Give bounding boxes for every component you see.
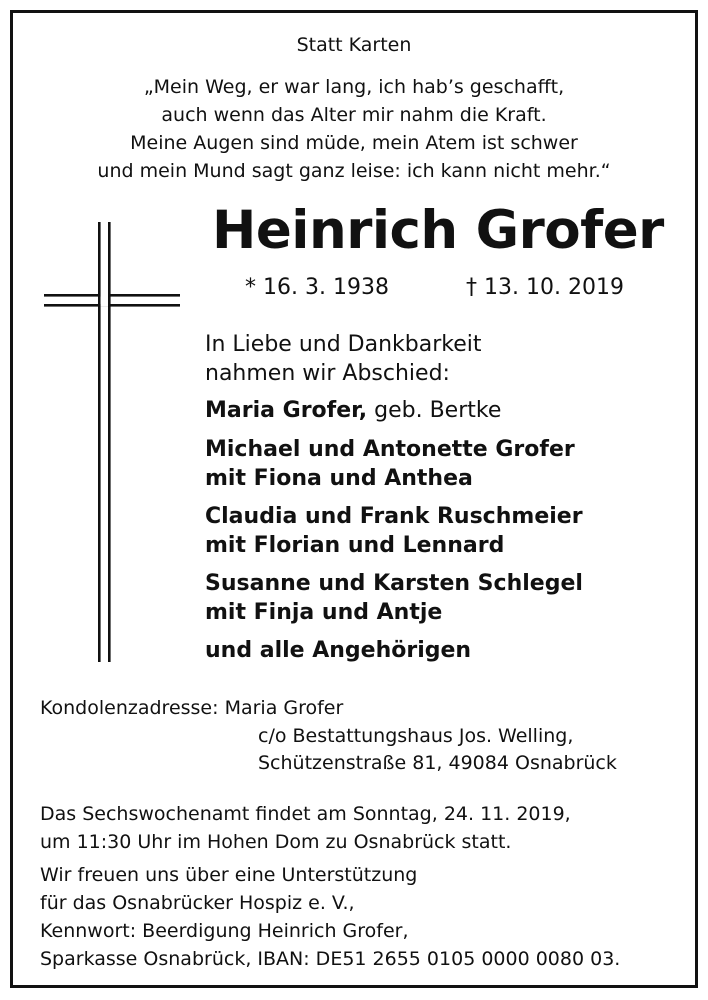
poem-line: „Mein Weg, er war lang, ich hab’s geschafft,	[143, 76, 565, 98]
donation-notice	[40, 861, 620, 973]
poem-line: und mein Mund sagt ganz leise: ich kann nicht mehr.“	[97, 160, 611, 182]
intro-text	[205, 330, 482, 388]
wife-maiden-name: geb. Bertke	[367, 398, 502, 423]
intro-line: In Liebe und Dankbarkeit	[205, 332, 482, 357]
family-line: mit Florian und Lennard	[205, 533, 505, 558]
mourner-family-3	[205, 569, 583, 627]
mourner-wife	[205, 396, 501, 425]
mourner-family-1	[205, 435, 575, 493]
donation-line: Wir freuen uns über eine Unterstützung	[40, 864, 418, 886]
death-date: † 13. 10. 2019	[466, 275, 624, 300]
birth-date: * 16. 3. 1938	[245, 275, 389, 300]
mourner-family-2	[205, 502, 583, 560]
condolence-address-line: c/o Bestattungshaus Jos. Welling,	[258, 725, 574, 747]
condolence-label: Kondolenzadresse: Maria Grofer	[40, 697, 344, 719]
family-line: mit Finja und Antje	[205, 600, 443, 625]
poem-line: auch wenn das Alter mir nahm die Kraft.	[161, 104, 547, 126]
family-line: Michael und Antonette Grofer	[205, 437, 575, 462]
family-line: Susanne und Karsten Schlegel	[205, 571, 583, 596]
service-line: Das Sechswochenamt findet am Sonntag, 24. 11. 2019,	[40, 803, 571, 825]
intro-line: nahmen wir Abschied:	[205, 361, 450, 386]
service-line: um 11:30 Uhr im Hohen Dom zu Osnabrück statt.	[40, 831, 512, 853]
cross-icon	[44, 222, 180, 662]
service-notice	[40, 800, 571, 856]
header-statt-karten: Statt Karten	[296, 34, 412, 56]
family-line: mit Fiona und Anthea	[205, 466, 473, 491]
condolence-address-line: Schützenstraße 81, 49084 Osnabrück	[258, 752, 617, 774]
poem-line: Meine Augen sind müde, mein Atem ist schwer	[130, 132, 578, 154]
deceased-name: Heinrich Grofer	[212, 200, 664, 261]
donation-line: Kennwort: Beerdigung Heinrich Grofer,	[40, 920, 409, 942]
donation-line: Sparkasse Osnabrück, IBAN: DE51 2655 0105 0000 0080 03.	[40, 948, 621, 970]
mourner-relatives: und alle Angehörigen	[205, 638, 472, 663]
donation-line: für das Osnabrücker Hospiz e. V.,	[40, 892, 355, 914]
poem	[0, 73, 708, 185]
wife-name: Maria Grofer,	[205, 398, 368, 423]
family-line: Claudia und Frank Ruschmeier	[205, 504, 583, 529]
